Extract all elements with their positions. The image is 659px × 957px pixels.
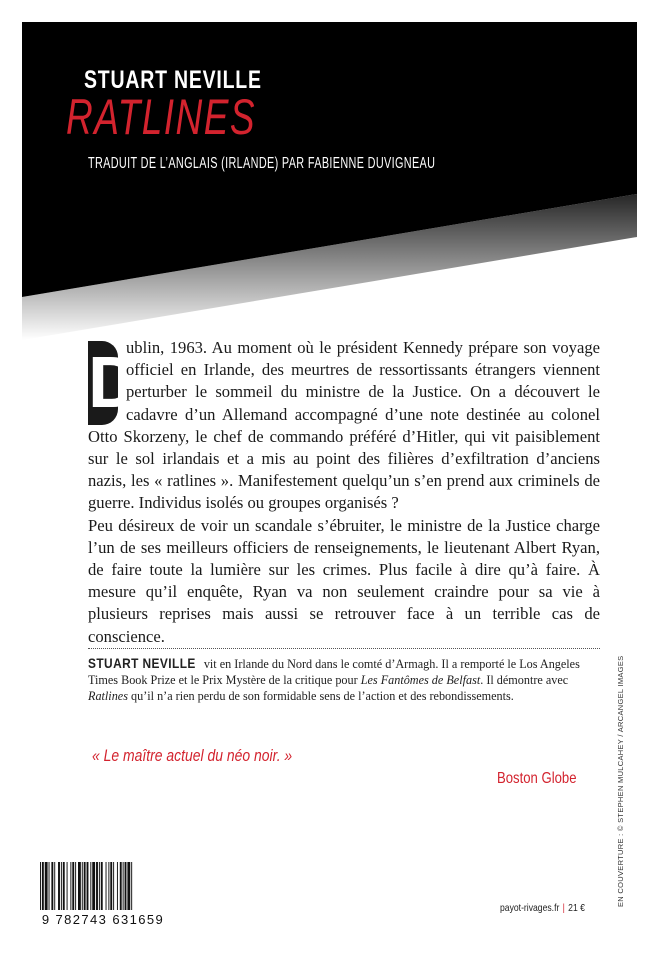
bio-text: qu’il n’a rien perdu de son formidable sens de l’action et des rebondissements. <box>127 689 514 704</box>
bio-book-title: Les Fantômes de Belfast <box>360 673 481 688</box>
synopsis-paragraph: Peu désireux de voir un scandale s’ébruiter, le ministre de la Justice charge l’un de ses meilleurs officiers de renseignements, le lieutenant Albert Ryan, de faire toute la lumière sur les crimes. Plus facile à dire qu’à faire. À mesure qu’il enquête, Ryan va non seulement craindre pour sa vie à plusieurs reprises mais aussi se retrouver face à un terrible cas de conscience. <box>88 515 600 646</box>
bio-book-title: Ratlines <box>88 689 128 704</box>
bio-text: vit en Irlande du Nord dans le comté d’Armagh. Il a remporté le Los Angeles Times Book Prize et le Prix Mystère de la critique pour <box>88 657 580 688</box>
author-bio <box>88 655 600 705</box>
bio-author-name: STUART NEVILLE <box>88 655 196 671</box>
isbn-number: 9 782743 631659 <box>41 912 165 927</box>
bio-text: . Il démontre avec <box>480 673 569 688</box>
author-name: STUART NEVILLE <box>84 66 262 94</box>
footer-separator: | <box>562 902 565 914</box>
cover-photo-credit: EN COUVERTURE : © STEPHEN MULCAHEY / ARCANGEL IMAGES <box>616 655 625 907</box>
barcode-bars <box>34 860 172 912</box>
synopsis <box>88 337 600 648</box>
price: 21 € <box>568 902 585 914</box>
drop-cap: D <box>88 343 140 423</box>
quote-source: Boston Globe <box>497 770 577 787</box>
dotted-divider <box>88 648 600 649</box>
footer <box>500 902 585 914</box>
publisher-website: payot-rivages.fr <box>500 902 560 914</box>
book-title: RATLINES <box>66 89 257 145</box>
press-quote: « Le maître actuel du néo noir. » <box>92 746 293 765</box>
back-cover <box>22 22 637 937</box>
synopsis-paragraph: ublin, 1963. Au moment où le président Kennedy prépare son voyage officiel en Irlande, des meurtres de ressortissants étrangers viennent perturber le sommeil du ministre de la Justice. On a découvert le cadavre d’un Allemand accompagné d’une note destinée au colonel Otto Skorzeny, le chef de commando préféré d’Hitler, qui vit paisiblement sur le sol irlandais et a mis au point des filières d’exfiltration d’anciens nazis, les « ratlines ». Manifestement quelqu’un s’en prend aux criminels de guerre. Individus isolés ou groupes organisés ? <box>88 338 600 513</box>
translator-credit: TRADUIT DE L’ANGLAIS (IRLANDE) PAR FABIENNE DUVIGNEAU <box>88 155 436 172</box>
isbn-barcode <box>34 860 172 928</box>
